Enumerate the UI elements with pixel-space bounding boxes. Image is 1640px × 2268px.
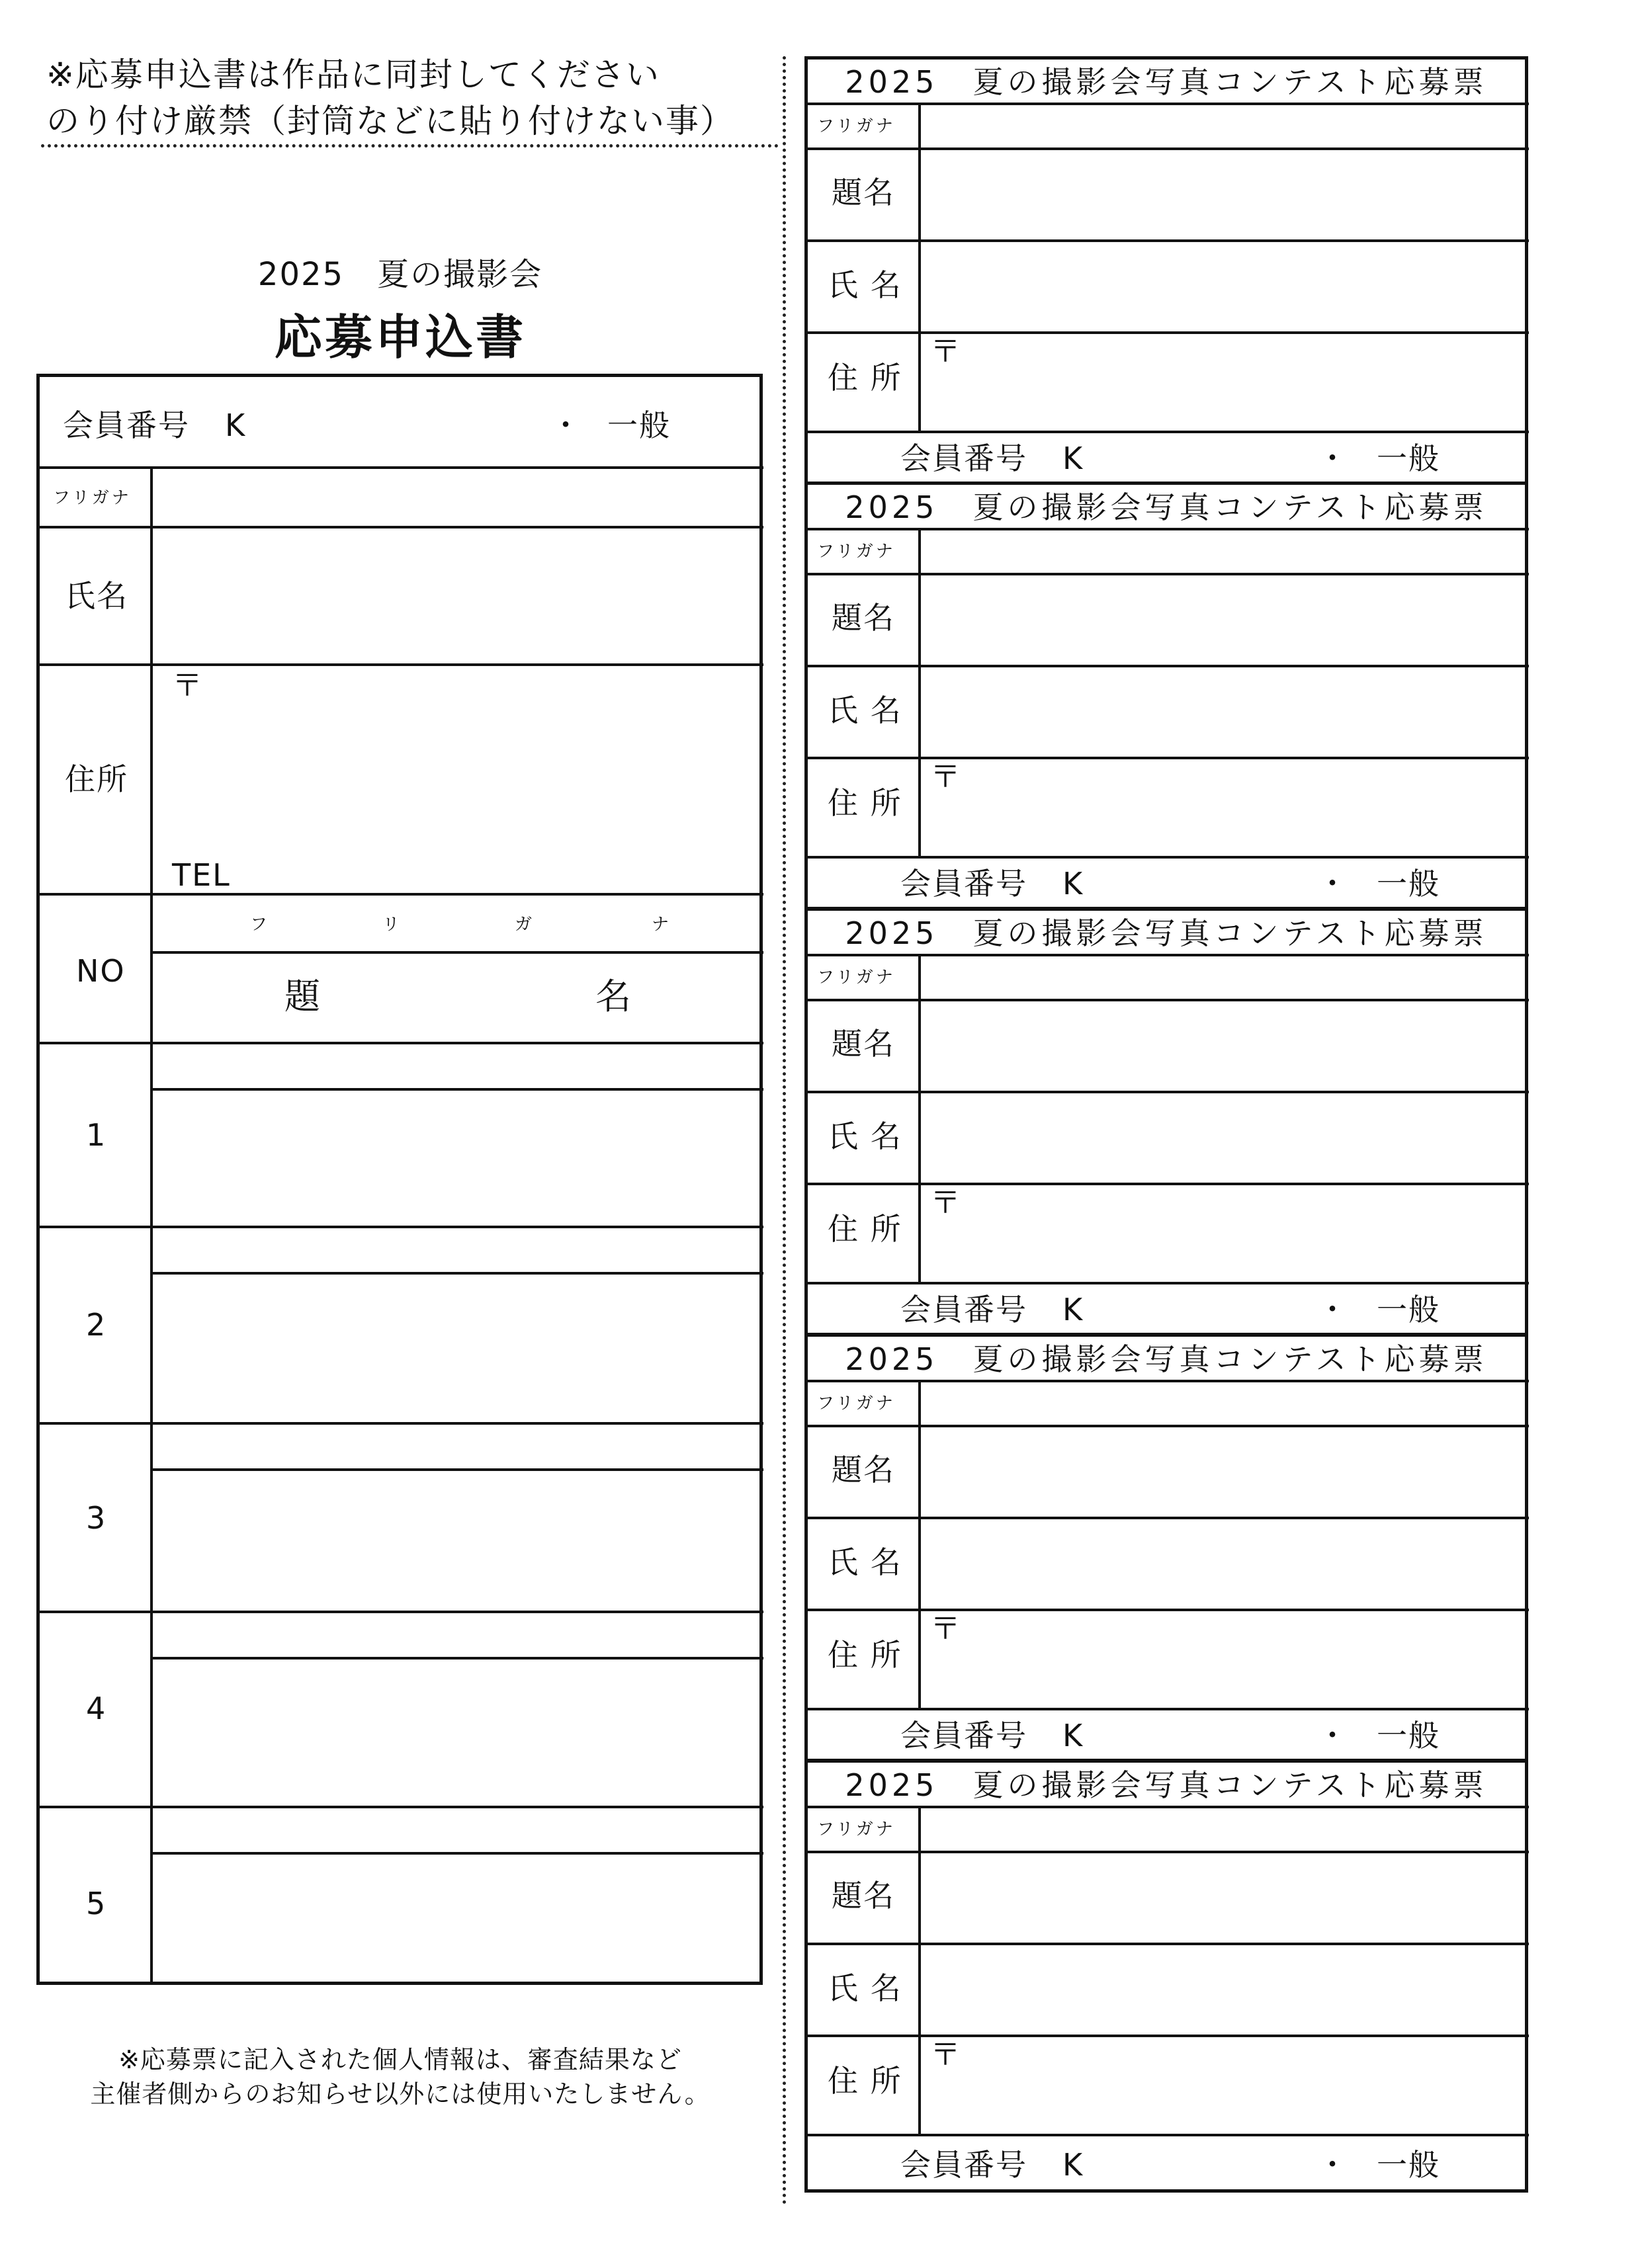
- cut-line-vertical: [783, 56, 786, 2206]
- form-subtitle: 2025 夏の撮影会: [257, 256, 543, 293]
- divider: [808, 1943, 1529, 1945]
- slip-work-title-label: 題名: [832, 600, 895, 636]
- slip-member-number-label: 会員番号: [900, 441, 1027, 476]
- slip-member-prefix: K: [1062, 2147, 1084, 2183]
- slip-work-title-field[interactable]: [924, 1854, 1522, 1940]
- slip-member-number-label: 会員番号: [900, 1292, 1027, 1327]
- divider: [808, 1425, 1529, 1427]
- no-label: NO: [76, 953, 126, 989]
- divider: [40, 1042, 763, 1044]
- divider: [808, 1380, 1529, 1382]
- divider: [40, 1226, 763, 1228]
- label-column-divider: [918, 1380, 921, 1708]
- divider: [808, 757, 1529, 759]
- divider: [40, 466, 763, 469]
- privacy-notice-line1: ※応募票に記入された個人情報は、審査結果など: [118, 2045, 682, 2074]
- entry-number: 4: [86, 1691, 107, 1726]
- divider: [40, 893, 763, 896]
- form-title: 応募申込書: [274, 310, 526, 365]
- slip-furigana-field[interactable]: [924, 1383, 1522, 1423]
- entry-slip: [804, 56, 1528, 485]
- divider: [40, 663, 763, 666]
- slip-member-prefix: K: [1062, 866, 1084, 902]
- slip-member-separator: ・: [1317, 1292, 1349, 1327]
- slip-address-field[interactable]: [963, 335, 1522, 427]
- divider: [808, 2134, 1529, 2136]
- slip-furigana-label: フリガナ: [817, 116, 896, 136]
- label-column-divider: [918, 1806, 921, 2134]
- divider: [808, 1609, 1529, 1611]
- label-column-divider: [918, 528, 921, 856]
- label-column-divider: [918, 954, 921, 1282]
- privacy-notice-line2: 主催者側からのお知らせ以外には使用いたしません。: [90, 2079, 711, 2109]
- divider: [808, 954, 1529, 956]
- entry-slip: [804, 907, 1528, 1336]
- divider: [808, 2035, 1529, 2037]
- notice-no-glue: のり付け厳禁（封筒などに貼り付けない事）: [46, 102, 734, 140]
- slip-name-field[interactable]: [924, 1094, 1522, 1180]
- slip-member-general: 一般: [1377, 1718, 1440, 1753]
- slip-name-label: 氏 名: [828, 693, 902, 728]
- slip-work-title-label: 題名: [832, 175, 895, 210]
- entry-title-field[interactable]: [155, 1275, 757, 1421]
- slip-member-separator: ・: [1317, 441, 1349, 476]
- slip-work-title-field[interactable]: [924, 1002, 1522, 1088]
- divider: [150, 951, 763, 954]
- divider: [808, 999, 1529, 1001]
- slip-name-label: 氏 名: [828, 1118, 902, 1154]
- slip-postal-mark: 〒: [930, 759, 962, 794]
- entry-title-field[interactable]: [155, 1855, 757, 1981]
- slip-member-prefix: K: [1062, 1292, 1084, 1327]
- slip-address-field[interactable]: [963, 1186, 1522, 1279]
- entry-furigana-field[interactable]: [155, 1229, 757, 1270]
- cut-line-horizontal: [41, 144, 779, 147]
- slip-name-label: 氏 名: [828, 1544, 902, 1580]
- entry-furigana-field[interactable]: [155, 1045, 757, 1086]
- slip-name-field[interactable]: [924, 243, 1522, 329]
- slip-work-title-field[interactable]: [924, 1428, 1522, 1514]
- entry-title-field[interactable]: [155, 1091, 757, 1224]
- divider: [808, 431, 1529, 433]
- entry-furigana-field[interactable]: [155, 1425, 757, 1466]
- member-number-label: 会員番号: [63, 407, 190, 443]
- title-furigana-char: ナ: [652, 915, 672, 935]
- divider: [150, 1852, 763, 1855]
- slip-furigana-label: フリガナ: [817, 1394, 896, 1413]
- slip-address-label: 住 所: [828, 2063, 902, 2099]
- slip-furigana-field[interactable]: [924, 1809, 1522, 1849]
- slip-work-title-field[interactable]: [924, 151, 1522, 237]
- slip-name-field[interactable]: [924, 668, 1522, 754]
- divider: [808, 573, 1529, 575]
- slip-name-field[interactable]: [924, 1946, 1522, 2032]
- slip-title: 2025 夏の撮影会写真コンテスト応募票: [845, 915, 1488, 951]
- entry-title-field[interactable]: [155, 1660, 757, 1802]
- slip-title: 2025 夏の撮影会写真コンテスト応募票: [845, 1767, 1488, 1803]
- slip-member-prefix: K: [1062, 1718, 1084, 1753]
- divider: [808, 1183, 1529, 1185]
- slip-work-title-label: 題名: [832, 1026, 895, 1062]
- address-field[interactable]: [212, 670, 754, 888]
- slip-postal-mark: 〒: [930, 2037, 962, 2072]
- slip-postal-mark: 〒: [930, 1611, 962, 1646]
- notice-enclose: ※応募申込書は作品に同封してください: [46, 56, 660, 94]
- slip-address-label: 住 所: [828, 785, 902, 821]
- entry-furigana-field[interactable]: [155, 1809, 757, 1850]
- slip-furigana-label: フリガナ: [817, 542, 896, 562]
- slip-member-general: 一般: [1377, 441, 1440, 476]
- divider: [150, 1272, 763, 1275]
- slip-postal-mark: 〒: [930, 1185, 962, 1220]
- furigana-field[interactable]: [155, 470, 757, 524]
- slip-furigana-field[interactable]: [924, 106, 1522, 146]
- tel-label: TEL: [172, 857, 231, 893]
- slip-title: 2025 夏の撮影会写真コンテスト応募票: [845, 1341, 1488, 1377]
- slip-postal-mark: 〒: [930, 333, 962, 369]
- slip-member-separator: ・: [1317, 1718, 1349, 1753]
- slip-address-label: 住 所: [828, 1211, 902, 1247]
- slip-title: 2025 夏の撮影会写真コンテスト応募票: [845, 64, 1488, 100]
- slip-member-prefix: K: [1062, 441, 1084, 476]
- slip-name-label: 氏 名: [828, 267, 902, 303]
- slip-work-title-label: 題名: [832, 1878, 895, 1913]
- furigana-label: フリガナ: [53, 488, 132, 508]
- slip-member-general: 一般: [1377, 1292, 1440, 1327]
- entry-slip: [804, 482, 1528, 910]
- name-label: 氏名: [65, 578, 128, 614]
- slip-member-general: 一般: [1377, 2147, 1440, 2183]
- divider: [808, 1806, 1529, 1808]
- title-header-char: 題: [284, 976, 320, 1017]
- slip-address-field[interactable]: [963, 2038, 1522, 2130]
- slip-member-separator: ・: [1317, 2147, 1349, 2183]
- slip-name-field[interactable]: [924, 1520, 1522, 1606]
- title-furigana-char: ガ: [515, 915, 535, 935]
- divider: [808, 856, 1529, 859]
- slip-address-field[interactable]: [963, 1612, 1522, 1704]
- slip-address-label: 住 所: [828, 1637, 902, 1673]
- slip-furigana-field[interactable]: [924, 957, 1522, 997]
- entry-slip: [804, 1333, 1528, 1762]
- address-label: 住所: [65, 761, 128, 797]
- divider: [40, 1611, 763, 1613]
- slip-furigana-field[interactable]: [924, 531, 1522, 571]
- divider: [808, 665, 1529, 667]
- entry-number: 3: [86, 1500, 107, 1536]
- slip-member-general: 一般: [1377, 866, 1440, 902]
- entry-number: 1: [86, 1117, 107, 1153]
- entry-number: 5: [86, 1886, 107, 1921]
- name-field[interactable]: [155, 529, 757, 661]
- divider: [808, 147, 1529, 150]
- divider: [808, 239, 1529, 242]
- divider: [808, 1708, 1529, 1710]
- divider: [40, 1806, 763, 1808]
- entry-number: 2: [86, 1307, 107, 1343]
- entry-title-field[interactable]: [155, 1472, 757, 1607]
- divider: [40, 526, 763, 528]
- slip-address-label: 住 所: [828, 360, 902, 396]
- slip-work-title-label: 題名: [832, 1452, 895, 1488]
- entry-furigana-field[interactable]: [155, 1614, 757, 1655]
- slip-member-number-label: 会員番号: [900, 2147, 1027, 2183]
- member-separator: ・: [550, 407, 582, 443]
- title-furigana-char: フ: [250, 915, 271, 935]
- divider: [150, 1468, 763, 1471]
- divider: [150, 1088, 763, 1091]
- application-form: [36, 374, 763, 1985]
- postal-mark: 〒: [172, 667, 204, 703]
- slip-address-field[interactable]: [963, 760, 1522, 853]
- divider: [808, 1282, 1529, 1284]
- slip-member-number-label: 会員番号: [900, 1718, 1027, 1753]
- slip-work-title-field[interactable]: [924, 576, 1522, 662]
- slip-title: 2025 夏の撮影会写真コンテスト応募票: [845, 489, 1488, 525]
- slip-name-label: 氏 名: [828, 1970, 902, 2006]
- divider: [808, 528, 1529, 530]
- divider: [40, 1422, 763, 1425]
- slip-member-number-label: 会員番号: [900, 866, 1027, 902]
- entry-slip: [804, 1759, 1528, 2193]
- title-header-char: 名: [595, 976, 631, 1017]
- slip-furigana-label: フリガナ: [817, 1820, 896, 1839]
- divider: [808, 1517, 1529, 1519]
- label-column-divider: [918, 103, 921, 431]
- divider: [808, 331, 1529, 334]
- slip-member-separator: ・: [1317, 866, 1349, 902]
- member-prefix: K: [225, 407, 247, 443]
- member-general: 一般: [607, 407, 671, 443]
- divider: [808, 103, 1529, 105]
- divider: [808, 1091, 1529, 1093]
- divider: [150, 1657, 763, 1659]
- slip-furigana-label: フリガナ: [817, 968, 896, 987]
- title-furigana-char: リ: [382, 915, 403, 935]
- divider: [808, 1851, 1529, 1853]
